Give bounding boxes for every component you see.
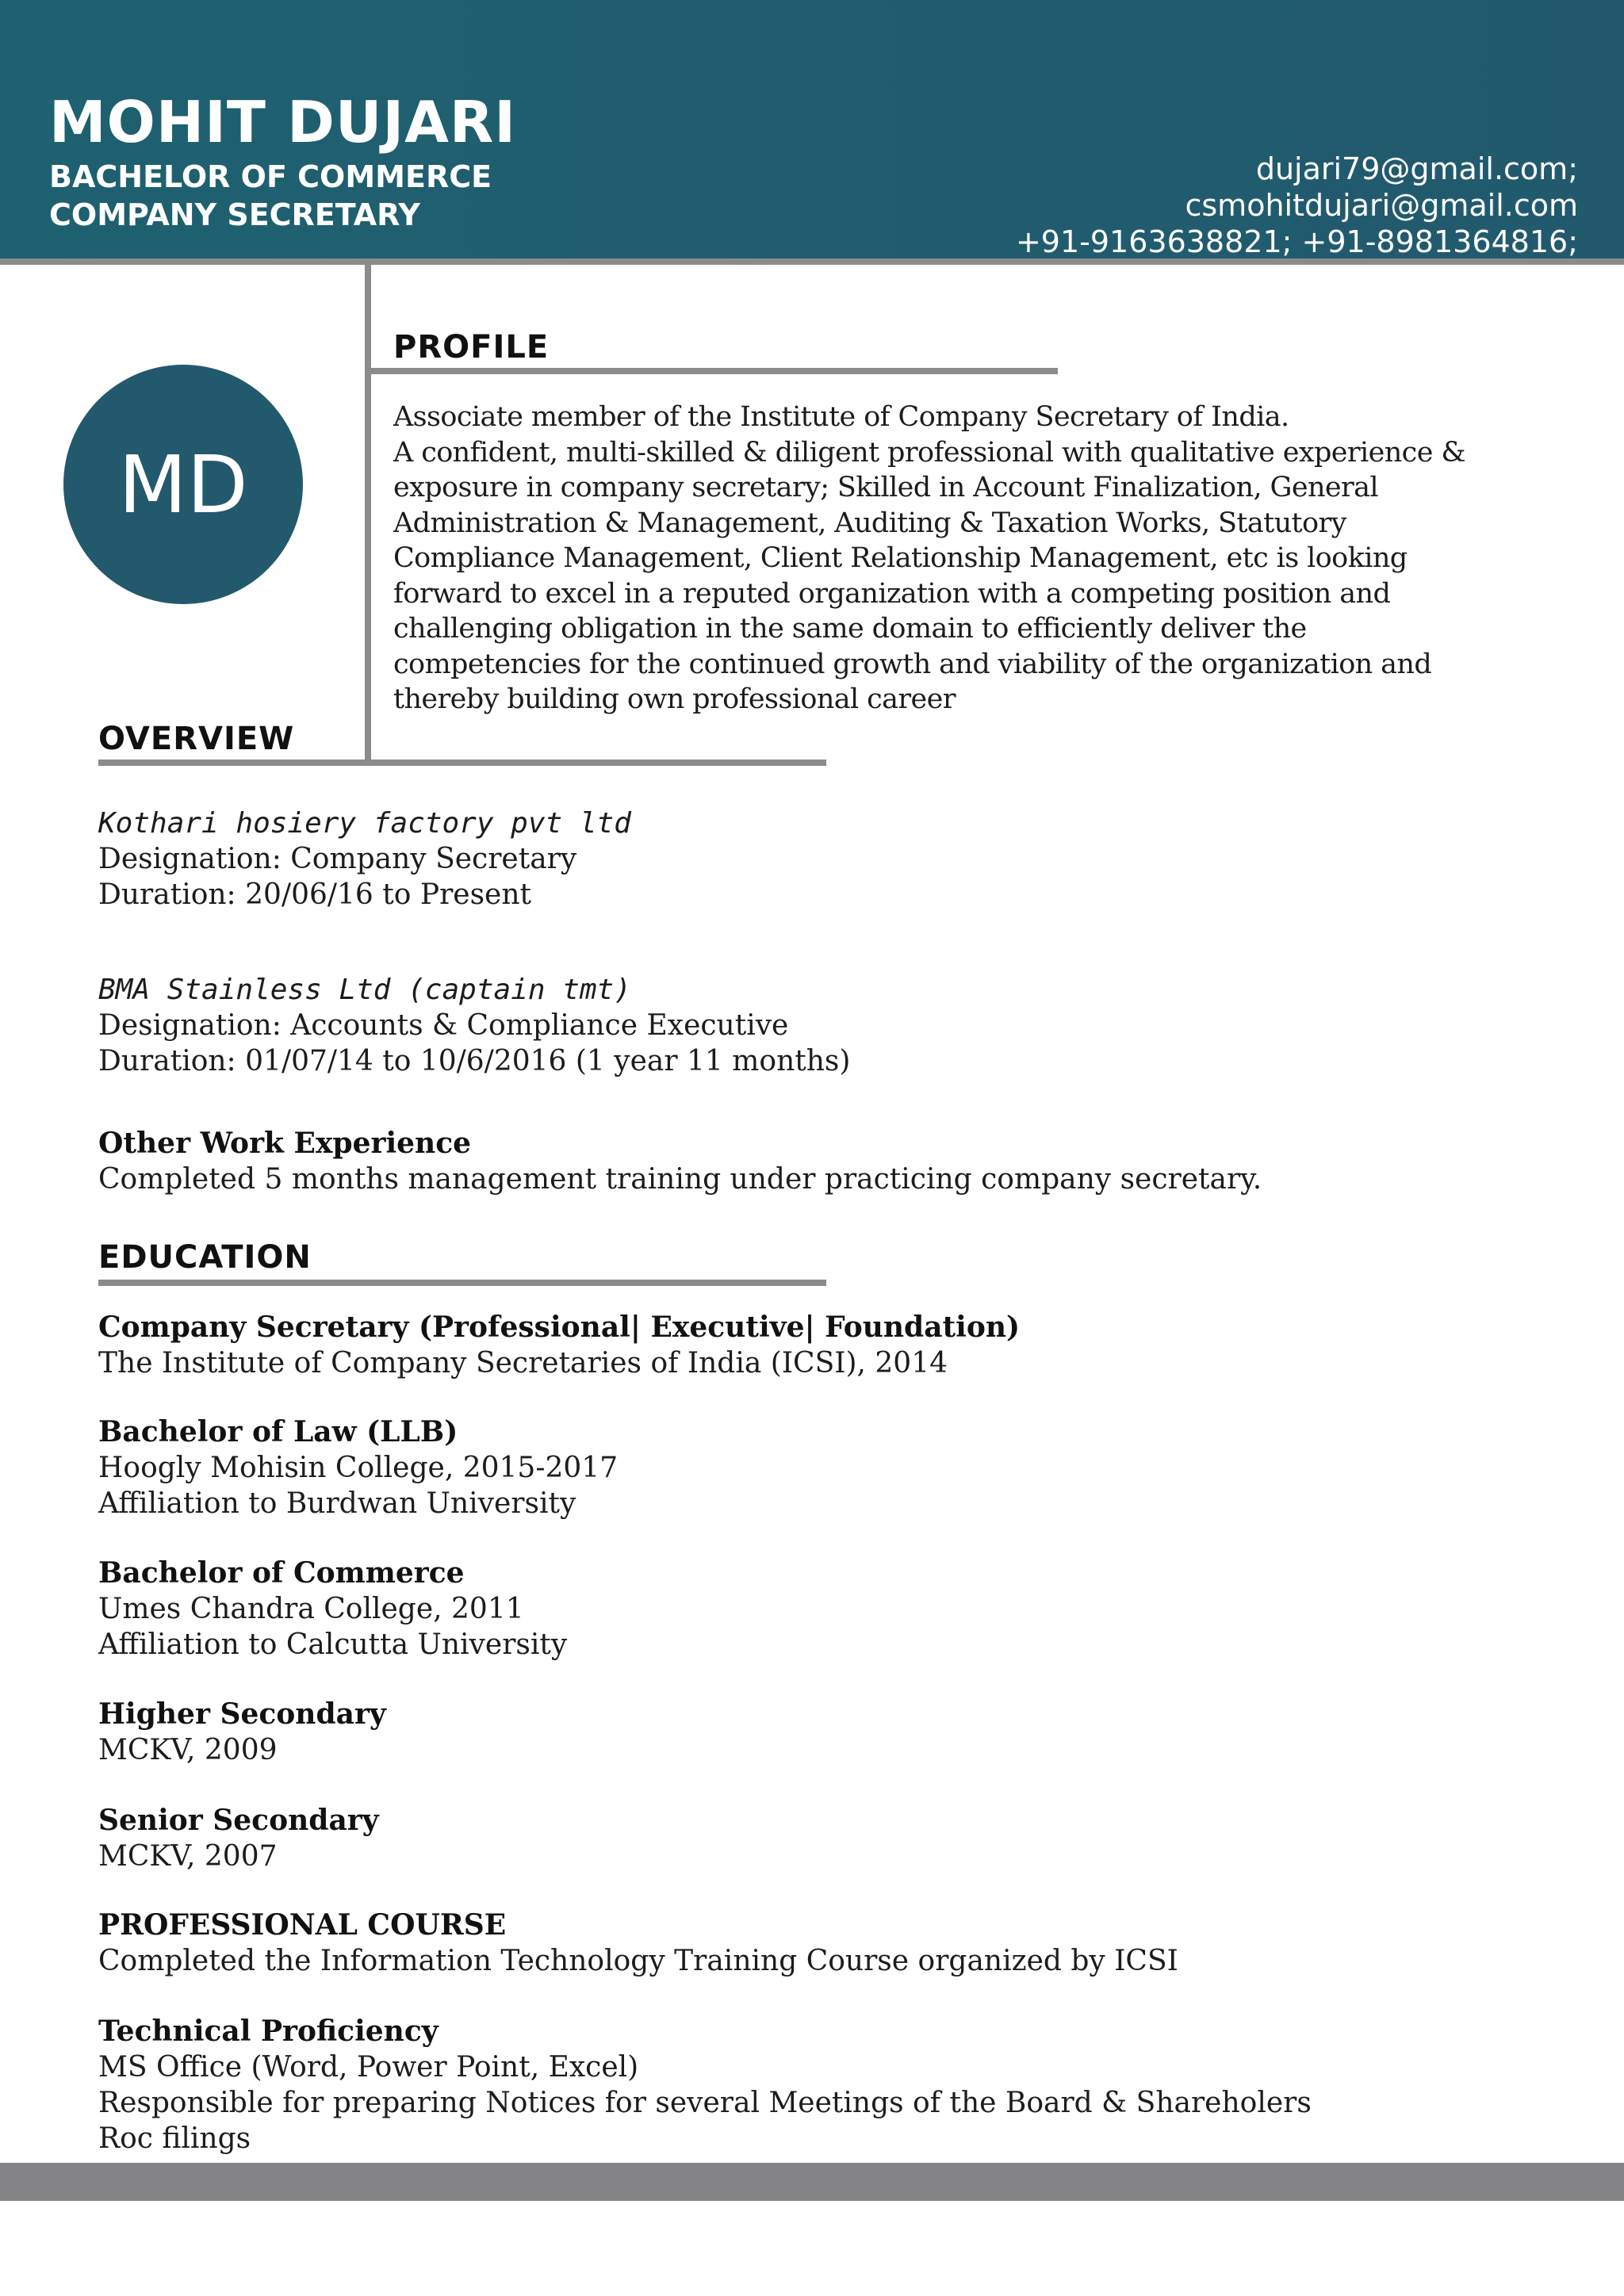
overview-rule [98, 760, 826, 766]
avatar-initials: MD [118, 438, 248, 531]
email-primary[interactable]: dujari79@gmail.com; [1255, 151, 1578, 186]
other-experience-text: Completed 5 months management training under practicing company secretary. [98, 1163, 1262, 1196]
education-entry [98, 1908, 1178, 1979]
education-title: Higher Secondary [98, 1697, 386, 1731]
education-detail: The Institute of Company Secretaries of India (ICSI), 2014 [98, 1347, 948, 1380]
profile-rule [365, 368, 1058, 374]
profile-line: thereby building own professional career [393, 683, 956, 715]
footer-bar [0, 2163, 1624, 2201]
education-entry [98, 1803, 379, 1874]
candidate-name: MOHIT DUJARI [49, 89, 517, 155]
company-name: Kothari hosiery factory pvt ltd [98, 807, 631, 840]
other-experience [98, 1126, 1262, 1197]
education-title: Senior Secondary [98, 1804, 379, 1837]
job-title: COMPANY SECRETARY [49, 197, 420, 232]
job-entry [98, 806, 631, 913]
job-entry [98, 972, 850, 1079]
education-detail: Umes Chandra College, 2011 [98, 1593, 524, 1625]
education-title: Bachelor of Commerce [98, 1556, 465, 1590]
profile-line: competencies for the continued growth and viability of the organization and [393, 648, 1432, 680]
education-rule [98, 1280, 826, 1286]
avatar [63, 365, 303, 604]
education-entry [98, 1697, 386, 1768]
profile-line: exposure in company secretary; Skilled in Account Finalization, General [393, 472, 1379, 503]
job-designation: Designation: Accounts & Compliance Executive [98, 1009, 789, 1042]
education-detail: Responsible for preparing Notices for several Meetings of the Board & Shareholers [98, 2087, 1312, 2119]
education-title: Company Secretary (Professional| Executive| Foundation) [98, 1311, 1021, 1344]
education-detail: MCKV, 2009 [98, 1734, 278, 1766]
job-duration: Duration: 20/06/16 to Present [98, 878, 532, 911]
education-detail: MS Office (Word, Power Point, Excel) [98, 2051, 639, 2084]
profile-line: Associate member of the Institute of Company Secretary of India. [393, 401, 1289, 433]
other-experience-title: Other Work Experience [98, 1127, 472, 1160]
education-title: Bachelor of Law (LLB) [98, 1415, 458, 1448]
education-entry [98, 2014, 1312, 2156]
job-designation: Designation: Company Secretary [98, 843, 577, 875]
profile-line: A confident, multi-skilled & diligent professional with qualitative experience & [393, 436, 1465, 469]
job-duration: Duration: 01/07/14 to 10/6/2016 (1 year 11 months) [98, 1045, 851, 1077]
education-detail: Affiliation to Burdwan University [98, 1487, 576, 1520]
profile-line: forward to excel in a reputed organization with a competing position and [393, 577, 1391, 610]
education-detail: Hoogly Mohisin College, 2015-2017 [98, 1452, 619, 1484]
phone-numbers[interactable]: +91-9163638821; +91-8981364816; [1015, 224, 1578, 259]
contact-block [1016, 151, 1578, 260]
profile-heading: PROFILE [393, 329, 550, 365]
vertical-divider [365, 265, 371, 761]
profile-line: challenging obligation in the same domain to efficiently deliver the [393, 613, 1307, 645]
education-title: Technical Proficiency [98, 2015, 439, 2048]
overview-heading: OVERVIEW [98, 721, 295, 757]
profile-line: Administration & Management, Auditing & Taxation Works, Statutory [393, 507, 1346, 539]
education-heading: EDUCATION [98, 1239, 312, 1276]
education-detail: MCKV, 2007 [98, 1840, 278, 1873]
education-detail: Affiliation to Calcutta University [98, 1628, 568, 1661]
profile-summary [393, 400, 1583, 718]
education-detail: Completed the Information Technology Training Course organized by ICSI [98, 1945, 1178, 1977]
email-secondary[interactable]: csmohitdujari@gmail.com [1185, 188, 1578, 223]
education-entry [98, 1310, 1020, 1381]
degree-title: BACHELOR OF COMMERCE [49, 159, 492, 194]
education-detail: Roc filings [98, 2122, 251, 2155]
education-entry [98, 1414, 618, 1521]
education-entry [98, 1556, 567, 1663]
education-title: PROFESSIONAL COURSE [98, 1908, 507, 1942]
company-name: BMA Stainless Ltd (captain tmt) [98, 974, 631, 1006]
profile-line: Compliance Management, Client Relationship Management, etc is looking [393, 542, 1408, 574]
